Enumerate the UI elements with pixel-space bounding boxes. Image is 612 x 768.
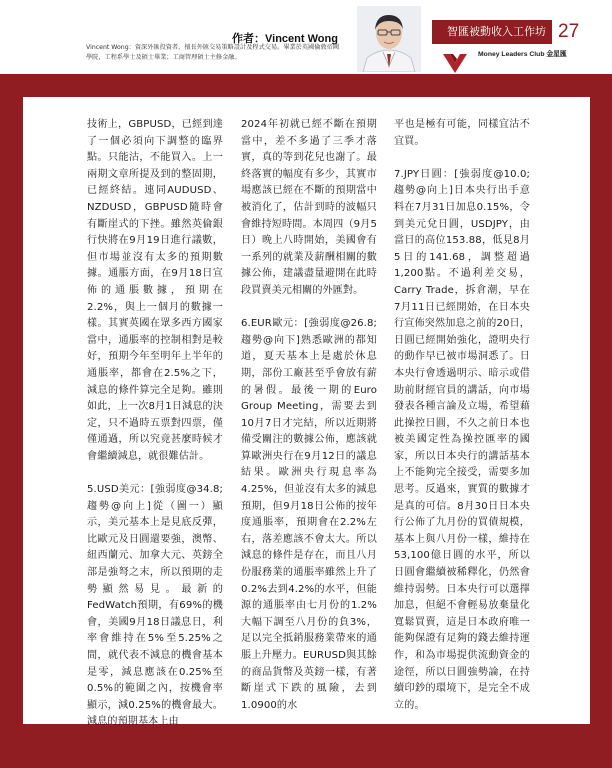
v-logo-icon [442, 52, 468, 74]
article-paragraph: 7.JPY日圓：[強弱度@10.0; 趨勢@向上]日本央行出手意料在7月31日加息0.15%，令到美元兌日圓，USDJPY，由當日的高位153.88，低見8月5日的141.68，調整超過1,200點。不過利差交易，Carry Trade，拆倉潮，早在7月11日已經開始，在日本央行宣佈突然加息之前的20日，日圓已經開始強化，證明央行的動作早已被市場洞悉了。日本央行會透過明示、暗示或借助前財經官員的講話，向市場發表各種言論及立場，希望藉此操控日圓，不久之前日本也被美國定性為操控匯率的國家，所以日本央行的講話基本上不能夠完全接受，需要多加思考。反過來，實質的數據才是真的可信。8月30日日本央行公佈了九月份的買債規模，基本上與八月份一樣，維持在53,100億日圓的水平，所以日圓會繼續被稀釋化，仍然會維持弱勢。日本央行可以選擇加息，但絕不會輕易放棄量化寬鬆買賣，這是日本政府唯一能夠保證有足夠的錢去維持運作，和為市場提供流動資金的途徑，所以日圓強勢論，在持續印鈔的環境下，是完全不成立的。 [394, 168, 530, 711]
article-column-3 [394, 117, 530, 714]
page-number: 27 [552, 20, 612, 44]
author-label: 作者：Vincent Wong [232, 33, 338, 45]
article-column-1 [87, 117, 223, 731]
column-title-banner: 智匯被動收入工作坊 [432, 20, 552, 44]
article-paragraph: 6.EUR歐元：[強弱度@26.8; 趨勢@向下]熟悉歐洲的都知道，夏天基本上是處於休息期，部份工廠甚至乎會放有薪的暑假。最後一期的Euro Group Meeting，需要去到10月7日才完結，所以近期將備受關注的數據公佈，應該就算歐洲央行在9月12日的議息結果。歐洲央行現息率為4.25%，但並沒有太多的減息預期，但9月18日公佈的按年度通脹率，預期會在2.2%左右，落差應該不會太大。所以減息的條件是存在，而且八月份服務業的通脹率雖然上升了0.2%去到4.2%的水平，但能源的通脹率由七月份的1.2%大幅下調至八月份的負3%，足以完全抵銷服務業帶來的通脹上升壓力。EURUSD與其餘的商品貨幣及英鎊一樣，有著斷崖式下跌的風險，去到1.0900的水 [241, 318, 377, 711]
article-paragraph: 5.USD美元：[強弱度@34.8; 趨勢@向上]從（圖一）顯示，美元基本上是見底反彈，比歐元及日圓還要強，澳幣、紐西蘭元、加拿大元、英鎊全部是強弩之末，所以預期的走勢顯然易見。最新的FedWatch預期，有69%的機會，美國9月18日議息日，利率會維持在5%至5.25%之間，就代表不減息的機會基本是零，減息應該在0.25%至0.5%的範圍之內，按機會率顯示，減0.25%的機會最大。減息的預期基本上由 [87, 484, 223, 728]
page-header [0, 0, 612, 74]
author-bio: Vincent Wong：資深外匯投資者，擅長外匯交易策略設計及程式交易。畢業於英國倫敦帝國學院，工程系學士及碩士畢業；工商管理碩士主修金融。 [86, 44, 340, 61]
author-avatar [357, 6, 421, 72]
article-paragraph: 平也是極有可能，同樣宜沽不宜買。 [394, 119, 530, 147]
article-paragraph: 2024年初就已經不斷在預期當中，差不多過了三季才落實，真的等到花兒也謝了。最終落實的幅度有多少，其實市場應該已經在不斷的預期當中被消化了，估計到時的波幅只會維持短時間。本周四（9月5日）晚上八時開始，美國會有一系列的就業及薪酬相關的數據公佈，建議盡量避開在此時段買賣美元相關的外匯對。 [241, 119, 377, 296]
article-column-2 [241, 117, 377, 714]
author-portrait-icon [357, 6, 421, 72]
article-paragraph: 技術上，GBPUSD，已經到達了一個必須向下調整的臨界點。只能沽，不能買入。上一兩期文章所提及到的整固期，已經終結。連同AUDUSD、NZDUSD，GBPUSD隨時會有斷崖式的下挫。雖然英倫銀行快將在9月19日進行議數，但市場並沒有太多的預期數據。通脹方面，在9月18日宣佈的通脹數據，預期在2.2%，與上一個月的數據一樣。其實英國在眾多西方國家當中，通脹率的控制相對是較好，預期今年至明年上半年的通脹率，都會在2.5%之下，減息的條件算完全足夠。雖則如此，上一次8月1日減息的決定，只不過時五票對四票，僅僅通過，所以究竟甚麼時候才會繼續減息，就很難估計。 [87, 119, 223, 462]
club-name: Money Leaders Club 金星匯 [478, 51, 567, 58]
